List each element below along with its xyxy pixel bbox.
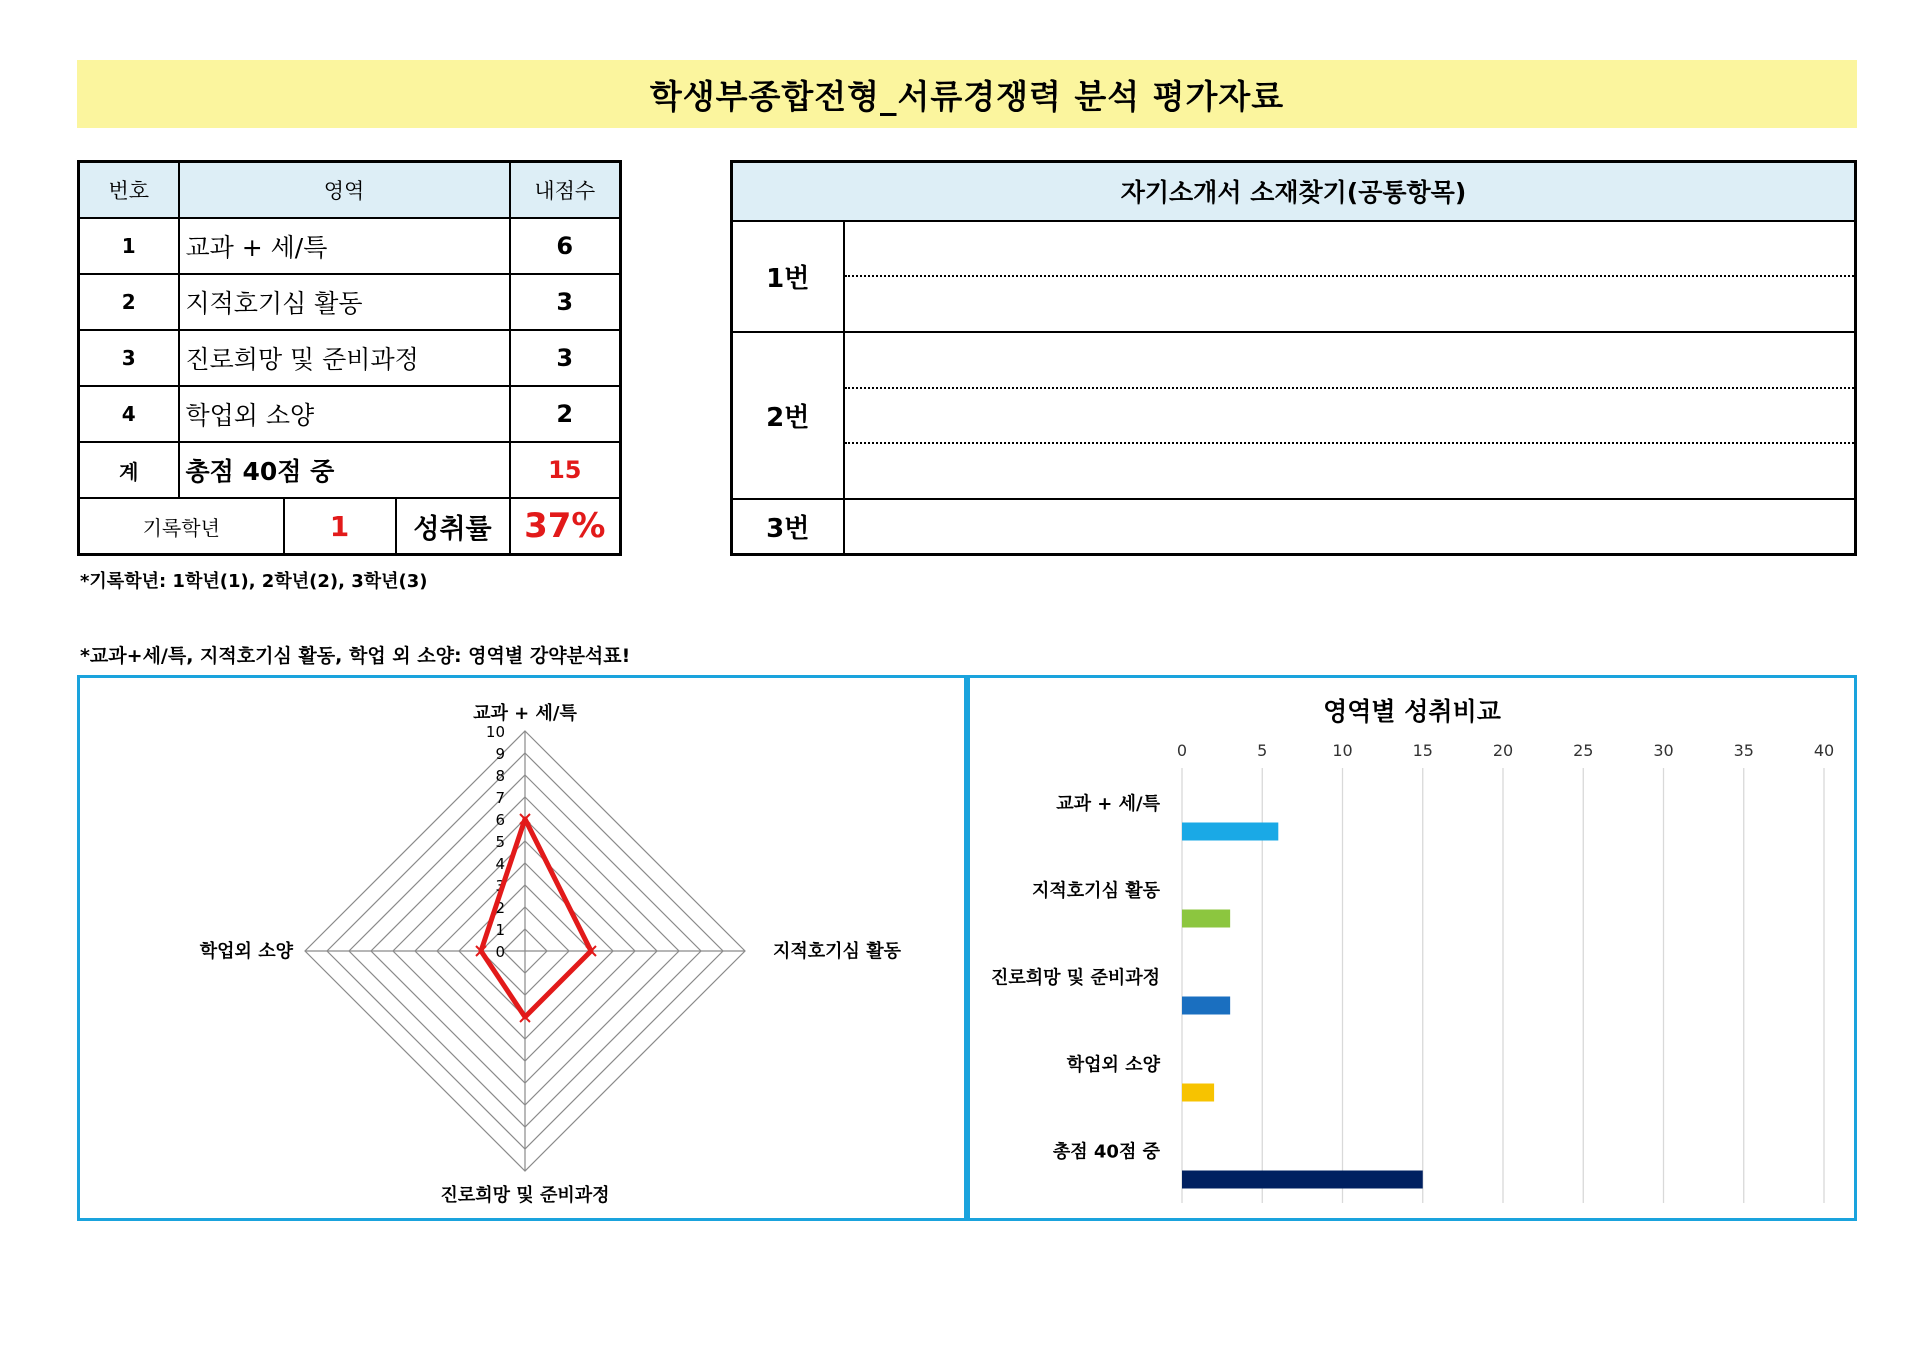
essay-line [844,388,1856,444]
radar-chart [80,678,964,1218]
radar-tick-label: 5 [495,833,505,851]
row-score: 3 [510,330,621,386]
bar-chart-panel [967,675,1857,1221]
row-no: 2 [79,274,179,330]
total-score: 15 [510,442,621,498]
radar-tick-label: 7 [495,789,505,807]
bar-tick-label: 20 [1492,741,1514,760]
essay-table [730,160,1857,556]
table-row [79,386,621,442]
bar-tick-label: 35 [1733,741,1754,760]
chart-note: *교과+세/특, 지적호기심 활동, 학업 외 소양: 영역별 강약분석표! [80,645,631,667]
table-row [79,274,621,330]
table-row [79,330,621,386]
bar-tick-label: 25 [1573,741,1594,760]
radar-category-label: 진로희망 및 준비과정 [440,1185,610,1206]
radar-tick-label: 8 [495,767,505,785]
row-no: 3 [79,330,179,386]
header-area: 영역 [179,162,510,218]
radar-category-label: 학업외 소양 [199,941,293,962]
bar-tick-label: 15 [1412,741,1433,760]
row-no: 4 [79,386,179,442]
essay-line [844,332,1856,388]
rate-value: 37% [510,498,621,554]
bar-category-label: 학업외 소양 [1066,1054,1160,1076]
bar-category-label: 진로희망 및 준비과정 [990,967,1160,989]
bar-mark [1182,823,1278,841]
essay-line [844,443,1856,499]
row-area: 지적호기심 활동 [179,274,510,330]
page-title: 학생부종합전형_서류경쟁력 분석 평가자료 [77,60,1857,128]
bar-tick-label: 0 [1176,741,1188,760]
radar-tick-label: 6 [495,811,505,829]
essay-line [844,499,1856,555]
bar-mark [1182,910,1230,928]
bar-chart-title: 영역별 성취비교 [1323,697,1501,726]
radar-category-label: 지적호기심 활동 [773,941,901,962]
row-area: 진로희망 및 준비과정 [179,330,510,386]
radar-tick-label: 10 [485,723,505,741]
radar-tick-label: 4 [495,855,505,873]
row-score: 3 [510,274,621,330]
essay-item-1: 1번 [732,221,844,332]
essay-line [844,221,1856,277]
grade-label: 기록학년 [79,498,284,554]
radar-tick-label: 9 [495,745,505,763]
bar-tick-label: 40 [1813,741,1835,760]
total-text: 총점 40점 중 [179,442,510,498]
row-area: 교과 + 세/특 [179,218,510,274]
bar-category-label: 지적호기심 활동 [1032,880,1160,902]
bar-mark [1182,997,1230,1015]
table-row [79,218,621,274]
radar-tick-label: 2 [495,899,505,917]
total-label: 계 [79,442,179,498]
bar-tick-label: 5 [1257,741,1268,760]
radar-chart-panel [77,675,967,1221]
radar-tick-label: 3 [495,877,505,895]
score-table [77,160,622,556]
footer-row [79,498,621,554]
header-no: 번호 [79,162,179,218]
grade-value: 1 [284,498,396,554]
bar-mark [1182,1084,1214,1102]
essay-item-3: 3번 [732,499,844,555]
total-row [79,442,621,498]
row-area: 학업외 소양 [179,386,510,442]
row-no: 1 [79,218,179,274]
bar-category-label: 교과 + 세/특 [1056,793,1160,815]
grade-note: *기록학년: 1학년(1), 2학년(2), 3학년(3) [80,571,428,592]
bar-tick-label: 10 [1332,741,1353,760]
header-score: 내점수 [510,162,621,218]
bar-mark [1182,1171,1423,1189]
bar-chart [970,678,1854,1218]
row-score: 6 [510,218,621,274]
radar-tick-label: 0 [495,943,505,961]
rate-label: 성취률 [396,498,510,554]
row-score: 2 [510,386,621,442]
essay-header: 자기소개서 소재찾기(공통항목) [732,162,1856,221]
essay-line [844,276,1856,332]
radar-tick-label: 1 [495,921,505,939]
bar-tick-label: 30 [1653,741,1674,760]
essay-item-2: 2번 [732,332,844,499]
bar-category-label: 총점 40점 중 [1052,1141,1160,1163]
radar-category-label: 교과 + 세/특 [473,703,577,724]
